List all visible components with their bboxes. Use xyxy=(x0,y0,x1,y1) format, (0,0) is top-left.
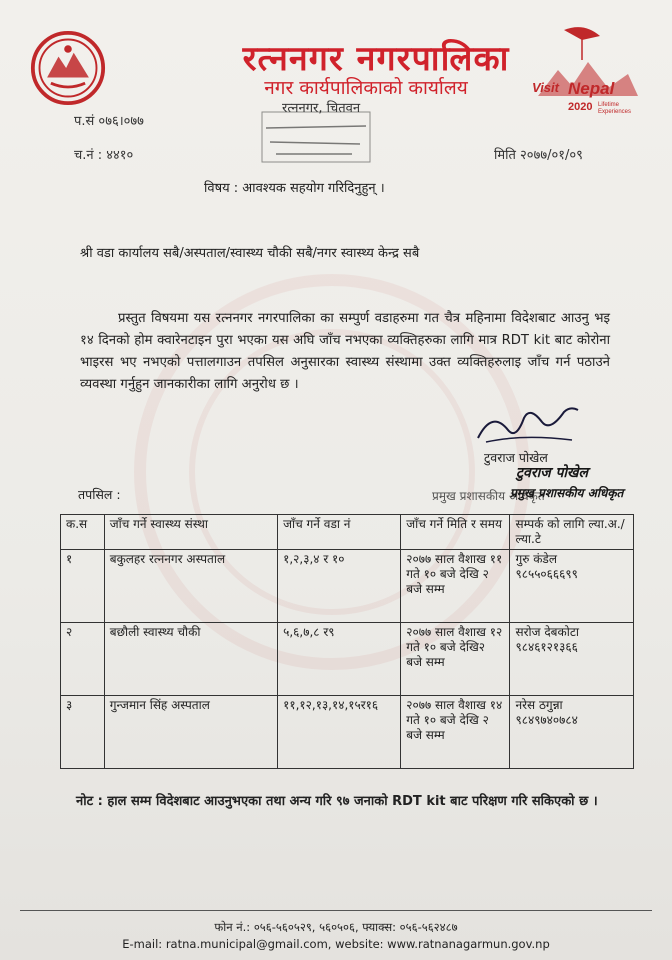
col-header-date-time: जाँच गर्ने मिति र समय xyxy=(401,515,510,550)
office-stamp xyxy=(256,108,376,166)
cell-date-time: २०७७ साल वैशाख ११ गते १० बजे देखि २ बजे सम्म xyxy=(401,550,510,623)
handwritten-signature xyxy=(472,400,582,446)
cell-date-time: २०७७ साल वैशाख १२ गते १० बजे देखि२ बजे सम्म xyxy=(401,623,510,696)
signatory-name: टुवराज पोखेल xyxy=(484,450,548,465)
signatory-stamp-role: प्रमुख प्रशासकीय अधिकृत xyxy=(510,486,624,500)
col-header-contact: सम्पर्क को लागि ल्या.अ./ल्या.टे xyxy=(510,515,634,550)
footer-divider xyxy=(20,910,652,911)
letter-ref-no: प.सं ०७६।०७७ xyxy=(74,114,144,129)
cell-sn: ३ xyxy=(61,696,105,769)
letter-body: प्रस्तुत विषयमा यस रत्ननगर नगरपालिका का सम्पुर्ण वडाहरुमा गत चैत्र महिनामा विदेशबाट आउनु भइ १४ दिनको होम क्वारेनटाइन पुरा भएका यस अघि जाँच नभएका व्यक्तिहरुका लागि मात्र RDT kit बाट कोरोना भाइरस भए नभएको पत्तालगाउन तपसिल अनुसारका स्वास्थ्य संस्थामा उक्त व्यक्तिहरुलाइ जाँच गर्न पठाउने व्यवस्था गर्नुहुन जानकारीका लागि अनुरोध छ । xyxy=(80,311,610,392)
table-row xyxy=(61,550,634,623)
details-heading: तपसिल : xyxy=(78,487,121,502)
svg-text:Nepal: Nepal xyxy=(568,79,615,98)
cell-facility: बछौली स्वास्थ्य चौकी xyxy=(104,623,277,696)
svg-text:Lifetime: Lifetime xyxy=(598,102,620,108)
col-header-facility: जाँच गर्ने स्वास्थ्य संस्था xyxy=(104,515,277,550)
col-header-sn: क.स xyxy=(61,515,105,550)
letter-date: मिति २०७७/०१/०९ xyxy=(494,148,583,163)
dispatch-no: च.नं : ४४१० xyxy=(74,148,134,163)
signatory-title: प्रमुख प्रशासकीय अधिकृत xyxy=(432,489,545,503)
note-text: नोट : हाल सम्म विदेशबाट आउनुभएका तथा अन्य गरि ९७ जनाको RDT kit बाट परिक्षण गरि सकिएको छ । xyxy=(76,794,598,809)
subject-line: विषय : आवश्यक सहयोग गरिदिनुहुन् । xyxy=(204,181,385,196)
recipient-line: श्री वडा कार्यालय सबै/अस्पताल/स्वास्थ्य चौकी सबै/नगर स्वास्थ्य केन्द्र सबै xyxy=(80,246,420,261)
cell-date-time: २०७७ साल वैशाख १४ गते १० बजे देखि २ बजे सम्म xyxy=(401,696,510,769)
footer-contact: E-mail: ratna.municipal@gmail.com, website: www.ratnanagarmun.gov.np xyxy=(122,937,550,951)
office-name: नगर कार्यपालिकाको कार्यालय xyxy=(264,77,468,99)
visit-nepal-logo xyxy=(528,26,640,122)
table-row xyxy=(61,696,634,769)
cell-contact: गुरु कंडेल ९८५५०६६६९९ xyxy=(510,550,634,623)
office-address: रत्ननगर, चितवन xyxy=(282,101,361,116)
cell-facility: बकुलहर रत्ननगर अस्पताल xyxy=(104,550,277,623)
test-schedule-table xyxy=(60,514,634,769)
signatory-stamp-name: टुवराज पोखेल xyxy=(516,465,588,481)
cell-wards: ११,१२,१३,१४,१५र१६ xyxy=(278,696,401,769)
cell-sn: १ xyxy=(61,550,105,623)
footer-phone: फोन नं.: ०५६-५६०५२९, ५६०५०६, फ्याक्स: ०५६-५६२४८७ xyxy=(214,920,458,934)
cell-wards: ५,६,७,८ र९ xyxy=(278,623,401,696)
cell-facility: गुन्जमान सिंह अस्पताल xyxy=(104,696,277,769)
table-row xyxy=(61,623,634,696)
cell-contact: सरोज देबकोटा ९८४६१२१३६६ xyxy=(510,623,634,696)
cell-wards: १,२,३,४ र १० xyxy=(278,550,401,623)
cell-contact: नरेस ठगुन्ना ९८४९७४०७८४ xyxy=(510,696,634,769)
cell-sn: २ xyxy=(61,623,105,696)
svg-text:Visit: Visit xyxy=(532,80,559,95)
col-header-wards: जाँच गर्ने वडा नं xyxy=(278,515,401,550)
svg-text:2020: 2020 xyxy=(568,101,593,113)
municipality-name: रत्ननगर नगरपालिका xyxy=(242,39,510,79)
svg-text:Experiences: Experiences xyxy=(598,109,632,115)
